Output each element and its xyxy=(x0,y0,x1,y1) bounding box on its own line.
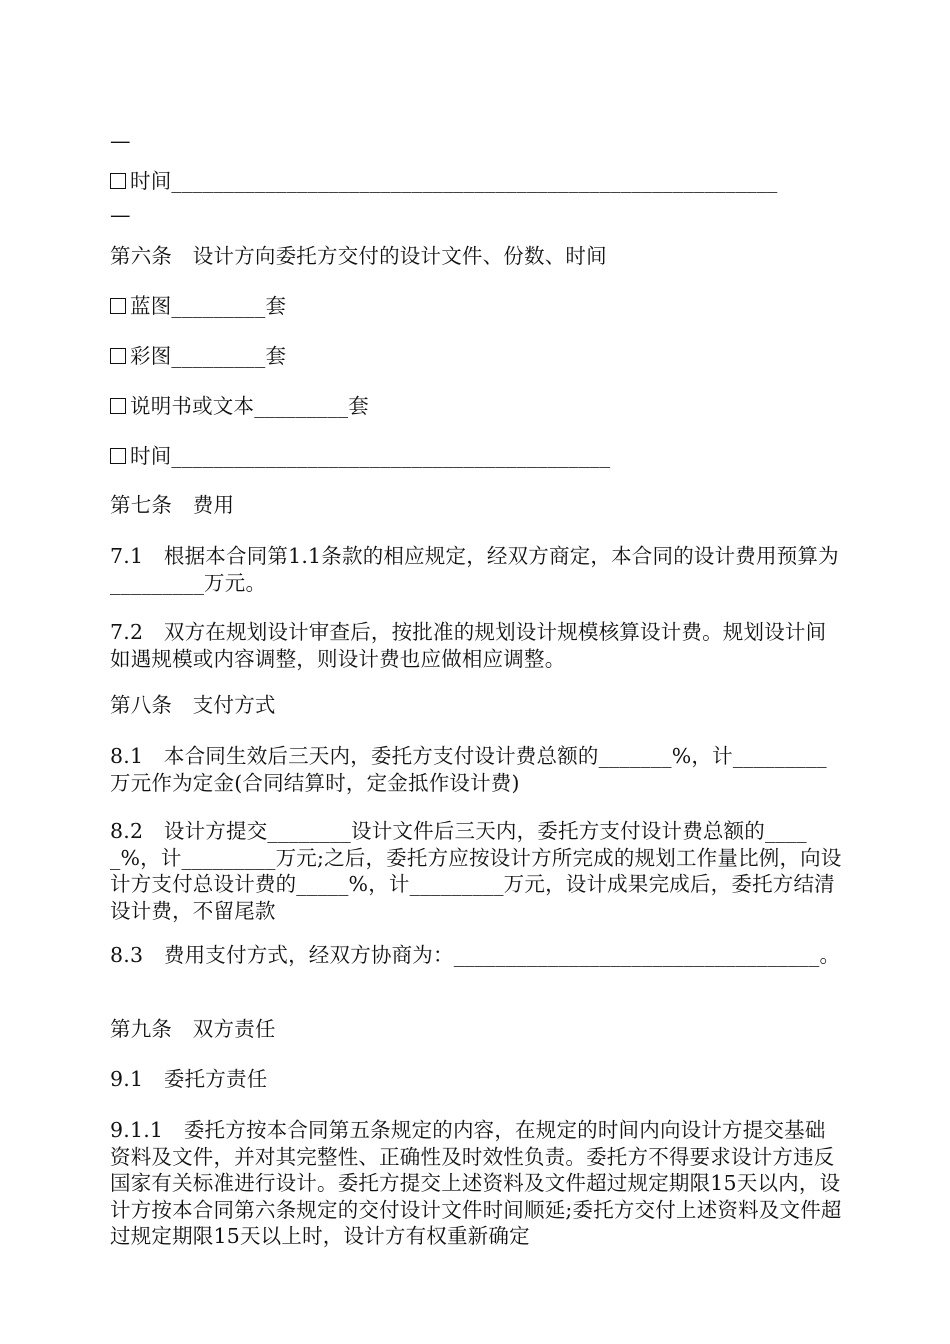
underline-continuation: — xyxy=(110,203,131,227)
article-8-heading: 第八条 支付方式 xyxy=(110,693,276,717)
clause-8-3: 8.3 费用支付方式，经双方协商为：___________________________________。 xyxy=(110,943,841,967)
checkbox xyxy=(110,348,126,364)
color-drawing-text: 彩图_________套 xyxy=(130,344,287,368)
clause-9-1-1: 9.1.1 委托方按本合同第五条规定的内容，在规定的时间内向设计方提交基础资料及文件，并对其完整性、正确性及时效性负责。委托方不得要求设计方违反国家有关标准进行设计。委托方提交上述资料及文件超过规定期限15天以内，设计方按本合同第六条规定的交付设计文件时间顺延;委托方交付上述资料及文件超过规定期限15天以上时，设计方有权重新确定 xyxy=(110,1118,842,1248)
time-line-text: 时间__________________________________________ xyxy=(130,444,611,468)
time-line-2 xyxy=(110,443,610,469)
clause-9-1-heading: 9.1 委托方责任 xyxy=(110,1067,268,1091)
clause-8-2: 8.2 设计方提交________设计文件后三天内，委托方支付设计费总额的_____%，计_________万元;之后，委托方应按设计方所完成的规划工作量比例，向设计方支付总设计费的_____%，计_________万元，设计成果完成后，委托方结清设计费，不留尾款 xyxy=(110,819,842,923)
checkbox xyxy=(110,173,126,189)
checkbox xyxy=(110,448,126,464)
underline-continuation: — xyxy=(110,129,131,153)
manual-text: 说明书或文本_________套 xyxy=(130,394,369,418)
article-9-heading: 第九条 双方责任 xyxy=(110,1017,276,1041)
time-line-1 xyxy=(110,168,778,194)
time-line-text: 时间__________________________________________________________ xyxy=(130,169,778,193)
clause-7-2: 7.2 双方在规划设计审查后，按批准的规划设计规模核算设计费。规划设计间如遇规模或内容调整，则设计费也应做相应调整。 xyxy=(110,620,827,671)
clause-7-1: 7.1 根据本合同第1.1条款的相应规定，经双方商定，本合同的设计费用预算为_________万元。 xyxy=(110,544,839,595)
blueprint-text: 蓝图_________套 xyxy=(130,294,287,318)
blueprint-line xyxy=(110,293,286,319)
checkbox xyxy=(110,398,126,414)
checkbox xyxy=(110,298,126,314)
article-7-heading: 第七条 费用 xyxy=(110,493,235,517)
manual-line xyxy=(110,393,369,419)
color-drawing-line xyxy=(110,343,286,369)
clause-8-1: 8.1 本合同生效后三天内，委托方支付设计费总额的_______%，计_________万元作为定金(合同结算时，定金抵作设计费) xyxy=(110,744,827,795)
article-6-heading: 第六条 设计方向委托方交付的设计文件、份数、时间 xyxy=(110,244,607,268)
